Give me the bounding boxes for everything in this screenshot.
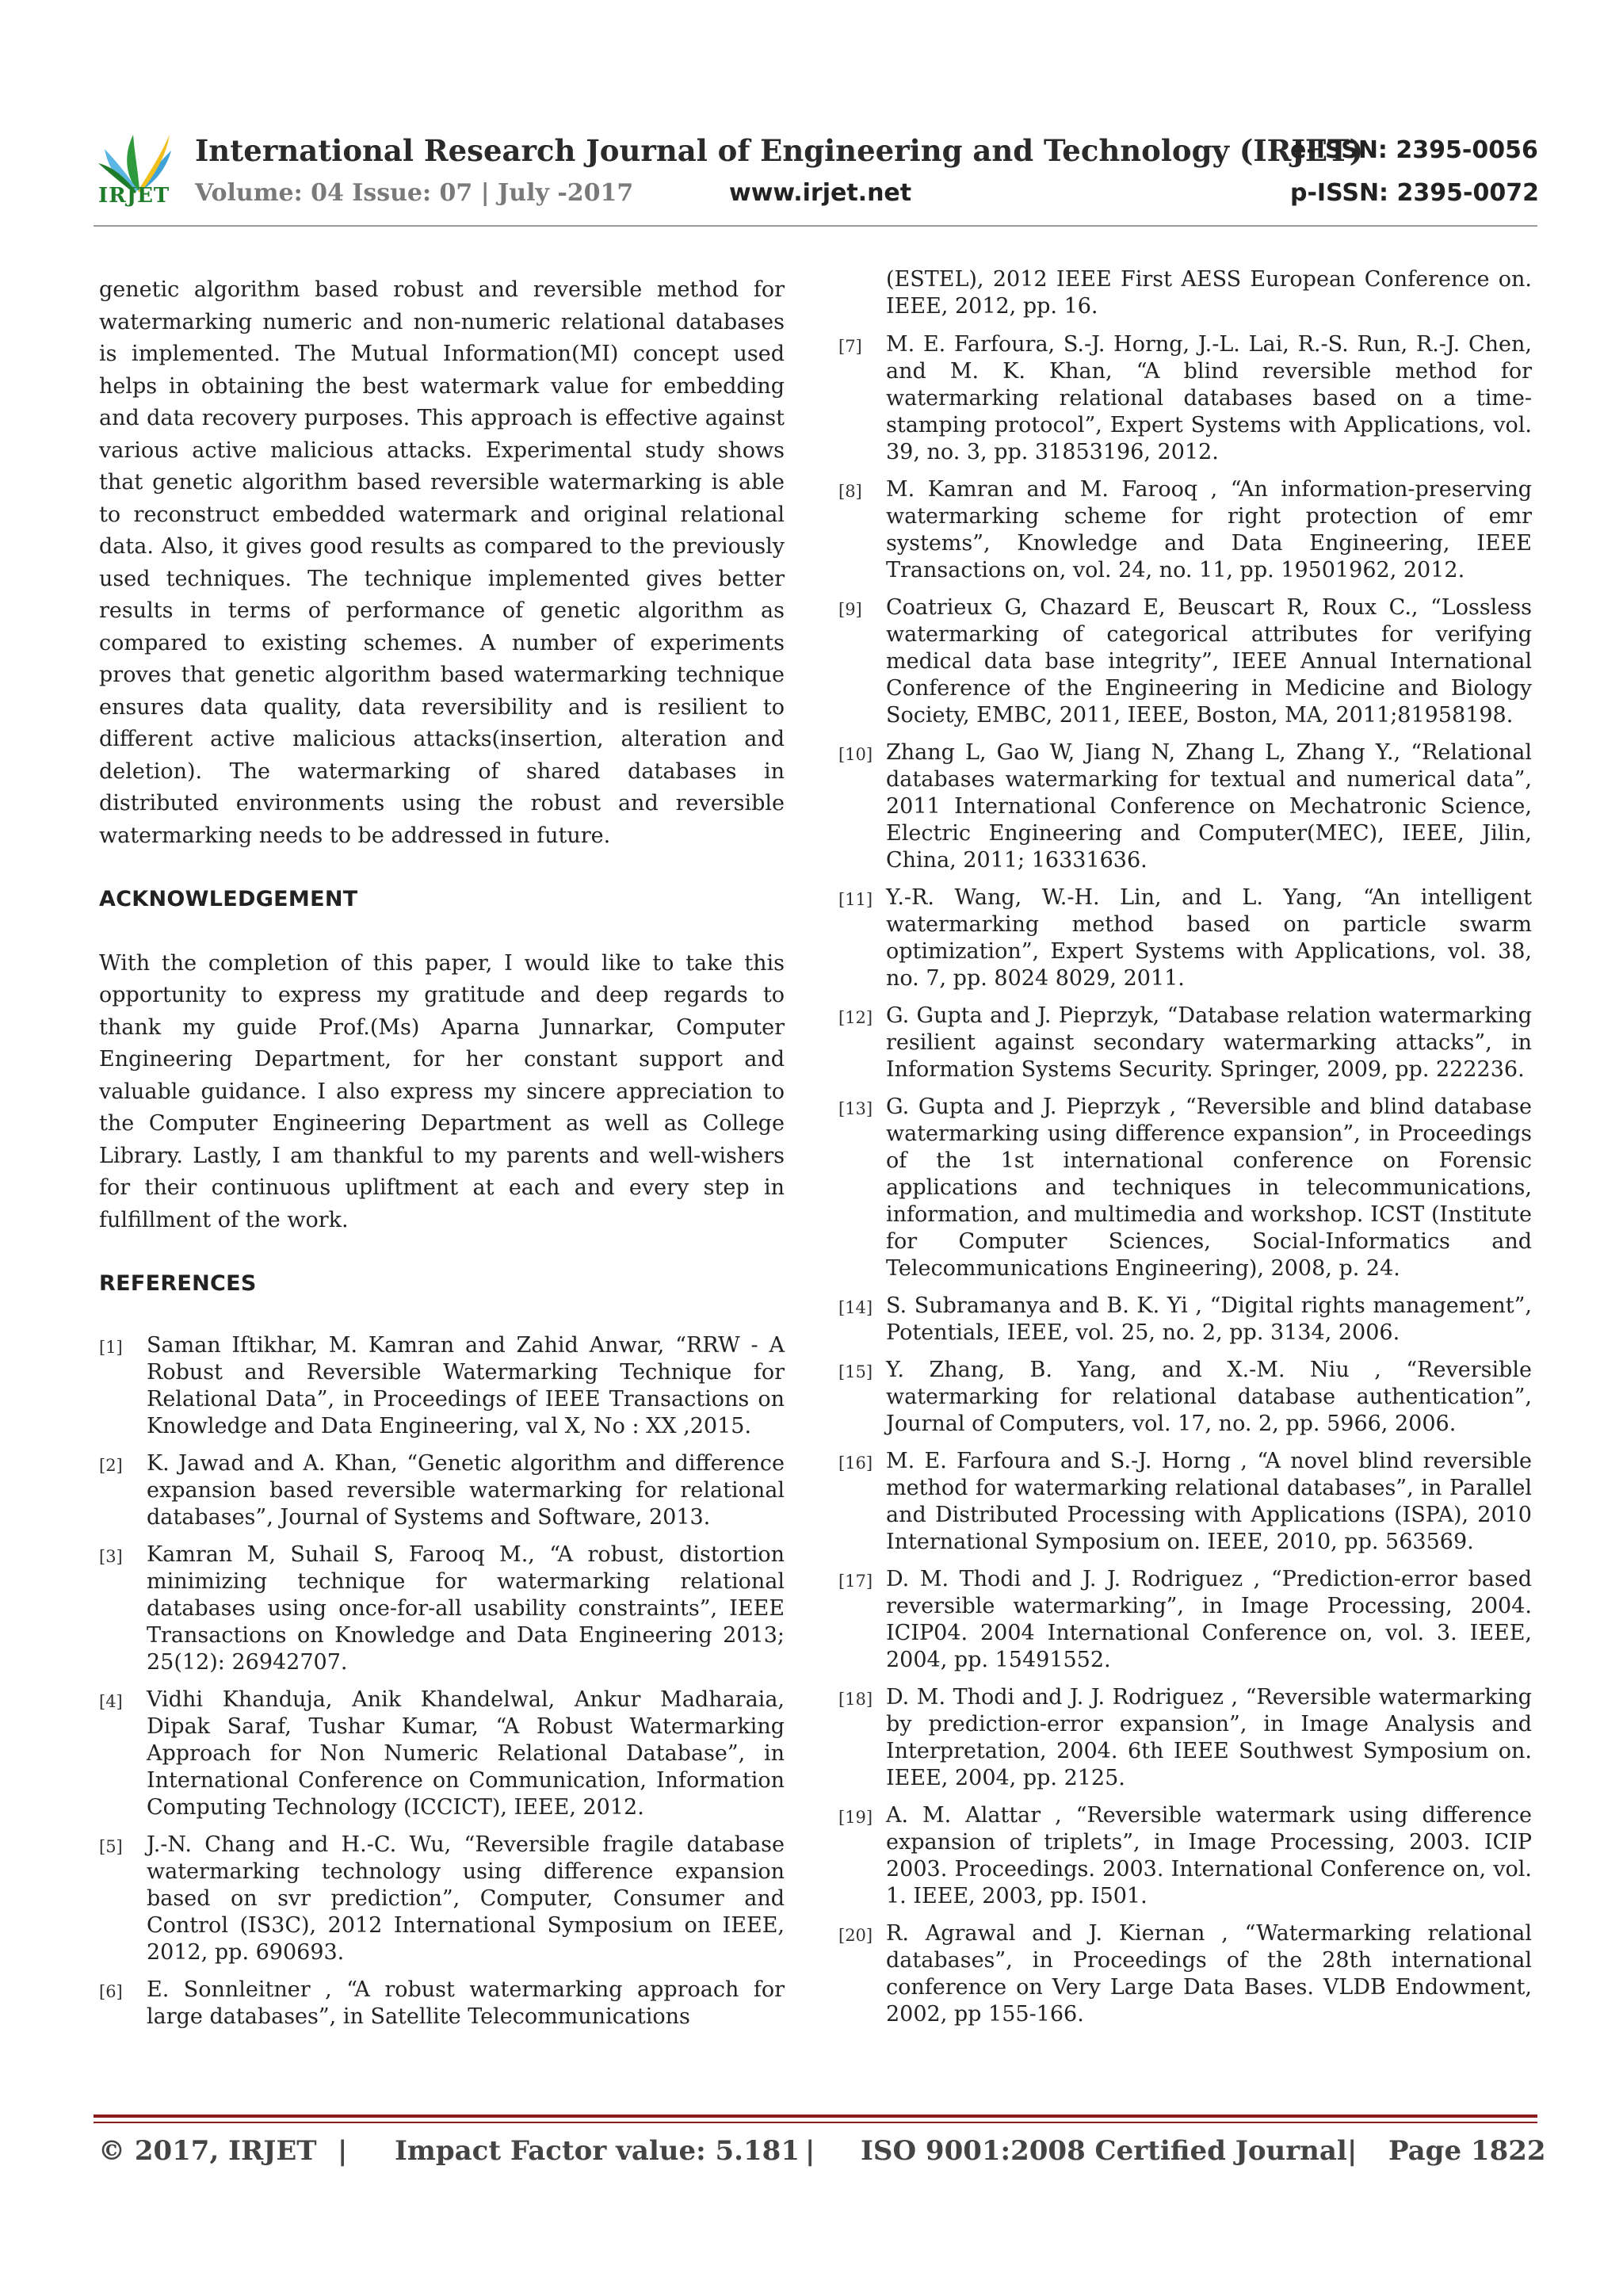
footer-impact-factor: Impact Factor value: 5.181: [395, 2135, 800, 2167]
reference-text: K. Jawad and A. Khan, “Genetic algorithm and difference expansion based reversible watermarking for relational databases”, Journal of Systems and Software, 2013.: [147, 1450, 785, 1530]
journal-title: International Research Journal of Engineering and Technology (IRJET): [195, 133, 1364, 168]
reference-text: E. Sonnleitner , “A robust watermarking approach for large databases”, in Satellite Telecommunications: [147, 1977, 785, 2029]
footer-separator: |: [1347, 2135, 1358, 2167]
reference-text: G. Gupta and J. Pieprzyk, “Database relation watermarking resilient against secondary watermarking attacks”, in Information Systems Security. Springer, 2009, pp. 222236.: [886, 1003, 1532, 1082]
reference-text: S. Subramanya and B. K. Yi , “Digital rights management”, Potentials, IEEE, vol. 25, no. 2, pp. 3134, 2006.: [886, 1293, 1532, 1345]
reference-number: [13]: [838, 1099, 873, 1118]
reference-item: [838, 1293, 1532, 1347]
reference-number: [6]: [99, 1981, 123, 2001]
reference-item: [99, 1832, 785, 1966]
reference-item: [99, 1332, 785, 1440]
reference-continuation: (ESTEL), 2012 IEEE First AESS European Conference on. IEEE, 2012, pp. 16.: [886, 267, 1532, 319]
footer-separator: |: [805, 2135, 815, 2167]
reference-number: [2]: [99, 1455, 123, 1475]
page-header: [0, 0, 1623, 238]
footer-copyright: © 2017, IRJET: [98, 2135, 317, 2167]
footer-separator: |: [338, 2135, 348, 2167]
reference-number: [7]: [838, 337, 862, 356]
reference-text: M. E. Farfoura and S.-J. Horng , “A novel blind reversible method for watermarking relational databases”, in Parallel and Distributed Processing with Applications (ISPA), 2010 International Symposium on. IEEE, 2010, pp. 563569.: [886, 1449, 1532, 1554]
reference-number: [17]: [838, 1572, 873, 1591]
reference-item: [838, 594, 1532, 729]
footer-iso: ISO 9001:2008 Certified Journal: [861, 2135, 1347, 2167]
reference-text: M. Kamran and M. Farooq , “An information-preserving watermarking scheme for right protection of emr systems”, Knowledge and Data Engineering, IEEE Transactions on, vol. 24, no. 11, pp. 19501962, 2012.: [886, 477, 1532, 583]
reference-item: [838, 1003, 1532, 1083]
reference-text: Y.-R. Wang, W.-H. Lin, and L. Yang, “An intelligent watermarking method based on particle swarm optimization”, Expert Systems with Applications, vol. 38, no. 7, pp. 8024 8029, 2011.: [886, 885, 1532, 991]
left-column: [99, 274, 785, 2041]
reference-text: M. E. Farfoura, S.-J. Horng, J.-L. Lai, R.-S. Run, R.-J. Chen, and M. K. Khan, “A blind reversible method for watermarking relational databases based on a time-stamping protocol”, Expert Systems with Applications, vol. 39, no. 3, pp. 31853196, 2012.: [886, 332, 1532, 464]
reference-number: [18]: [838, 1690, 873, 1709]
pissn: p-ISSN: 2395-0072: [1290, 179, 1539, 207]
reference-text: Coatrieux G, Chazard E, Beuscart R, Roux C., “Lossless watermarking of categorical attributes for verifying medical data base integrity”, IEEE Annual International Conference of the Engineering in Medicine and Biology Society, EMBC, 2011, IEEE, Boston, MA, 2011;81958198.: [886, 595, 1532, 728]
reference-item: [838, 331, 1532, 466]
reference-item: [838, 1448, 1532, 1556]
reference-text: G. Gupta and J. Pieprzyk , “Reversible and blind database watermarking using difference expansion”, in Proceedings of the 1st international conference on Forensic applications and techniques in telecommunications, information, and multimedia and workshop. ICST (Institute for Computer Sciences, Social-Informatics and Telecommunications Engineering), 2008, p. 24.: [886, 1095, 1532, 1281]
reference-text: J.-N. Chang and H.-C. Wu, “Reversible fragile database watermarking technology using difference expansion based on svr prediction”, Computer, Consumer and Control (IS3C), 2012 International Symposium on IEEE, 2012, pp. 690693.: [147, 1832, 785, 1965]
reference-number: [20]: [838, 1926, 873, 1945]
reference-item: [99, 1687, 785, 1821]
reference-number: [8]: [838, 482, 862, 501]
reference-item: [838, 1684, 1532, 1792]
reference-number: [9]: [838, 600, 862, 619]
logo-text: IRJET: [98, 184, 170, 208]
reference-text: Kamran M, Suhail S, Farooq M., “A robust, distortion minimizing technique for watermarking relational databases using once-for-all usability constraints”, IEEE Transactions on Knowledge and Data Engineering 2013; 25(12): 26942707.: [147, 1541, 785, 1675]
reference-text: D. M. Thodi and J. J. Rodriguez , “Prediction-error based reversible watermarking”, in Image Processing, 2004. ICIP04. 2004 International Conference on, vol. 3. IEEE, 2004, pp. 15491552.: [886, 1567, 1532, 1672]
footer-divider-thick: [94, 2115, 1537, 2118]
reference-number: [1]: [99, 1337, 123, 1357]
acknowledgement-heading: ACKNOWLEDGEMENT: [99, 887, 358, 911]
footer-page-number: Page 1822: [1388, 2135, 1546, 2167]
reference-number: [5]: [99, 1836, 123, 1856]
reference-item: [838, 1802, 1532, 1910]
reference-number: [11]: [838, 890, 873, 909]
reference-item: [99, 1541, 785, 1676]
references-heading: REFERENCES: [99, 1271, 257, 1296]
header-divider: [94, 225, 1537, 227]
journal-website-link[interactable]: www.irjet.net: [729, 179, 912, 207]
reference-item: [838, 739, 1532, 874]
reference-text: Y. Zhang, B. Yang, and X.-M. Niu , “Reversible watermarking for relational database authentication”, Journal of Computers, vol. 17, no. 2, pp. 5966, 2006.: [886, 1358, 1532, 1436]
reference-list-right: [838, 331, 1532, 2028]
reference-item: [838, 1566, 1532, 1674]
footer-divider-thin: [94, 2122, 1537, 2123]
eissn: e-ISSN: 2395-0056: [1290, 136, 1538, 164]
reference-item: [838, 476, 1532, 584]
reference-text: Saman Iftikhar, M. Kamran and Zahid Anwar, “RRW - A Robust and Reversible Watermarking Technique for Relational Data”, in Proceedings of IEEE Transactions on Knowledge and Data Engineering, val X, No : XX ,2015.: [147, 1332, 785, 1438]
volume-issue: Volume: 04 Issue: 07 | July -2017: [195, 179, 634, 207]
reference-text: Vidhi Khanduja, Anik Khandelwal, Ankur Madharaia, Dipak Saraf, Tushar Kumar, “A Robust Watermarking Approach for Non Numeric Relational Database”, in International Conference on Communication, Information Computing Technology (ICCICT), IEEE, 2012.: [147, 1687, 785, 1820]
reference-number: [3]: [99, 1546, 123, 1566]
right-column: [838, 266, 1532, 2038]
reference-number: [12]: [838, 1008, 873, 1027]
reference-text: A. M. Alattar , “Reversible watermark using difference expansion of triplets”, in Image Processing, 2003. ICIP 2003. Proceedings. 2003. International Conference on, vol. 1. IEEE, 2003, pp. I501.: [886, 1803, 1532, 1908]
page-footer: [94, 2135, 1546, 2175]
reference-text: R. Agrawal and J. Kiernan , “Watermarking relational databases”, in Proceedings of the 28th international conference on Very Large Data Bases. VLDB Endowment, 2002, pp 155-166.: [886, 1921, 1532, 2027]
reference-item: [838, 884, 1532, 992]
reference-item: [99, 1450, 785, 1531]
reference-item: [838, 1357, 1532, 1438]
acknowledgement-paragraph: With the completion of this paper, I would like to take this opportunity to express my gratitude and deep regards to thank my guide Prof.(Ms) Aparna Junnarkar, Computer Engineering Department, for her constant support and valuable guidance. I also express my sincere appreciation to the Computer Engineering Department as well as College Library. Lastly, I am thankful to my parents and well-wishers for their continuous upliftment at each and every step in fulfillment of the work.: [99, 950, 785, 1232]
reference-text: D. M. Thodi and J. J. Rodriguez , “Reversible watermarking by prediction-error expansion”, in Image Analysis and Interpretation, 2004. 6th IEEE Southwest Symposium on. IEEE, 2004, pp. 2125.: [886, 1685, 1532, 1790]
reference-number: [15]: [838, 1362, 873, 1381]
reference-item: [838, 1920, 1532, 2028]
reference-number: [10]: [838, 745, 873, 764]
reference-text: Zhang L, Gao W, Jiang N, Zhang L, Zhang Y., “Relational databases watermarking for textual and numerical data”, 2011 International Conference on Mechatronic Science, Electric Engineering and Computer(MEC), IEEE, Jilin, China, 2011; 16331636.: [886, 740, 1532, 873]
reference-number: [19]: [838, 1808, 873, 1827]
reference-number: [16]: [838, 1454, 873, 1473]
conclusion-paragraph: genetic algorithm based robust and reversible method for watermarking numeric and non-numeric relational databases is implemented. The Mutual Information(MI) concept used helps in obtaining the best watermark value for embedding and data recovery purposes. This approach is effective against various active malicious attacks. Experimental study shows that genetic algorithm based reversible watermarking is able to reconstruct embedded watermark and original relational data. Also, it gives good results as compared to the previously used techniques. The technique implemented gives better results in terms of performance of genetic algorithm as compared to existing schemes. A number of experiments proves that genetic algorithm based watermarking technique ensures data quality, data reversibility and is resilient to different active malicious attacks(insertion, alteration and deletion). The watermarking of shared databases in distributed environments using the robust and reversible watermarking needs to be addressed in future.: [99, 277, 785, 848]
reference-item: [99, 1977, 785, 2030]
reference-list-left: [99, 1332, 785, 2030]
reference-number: [14]: [838, 1298, 873, 1317]
reference-number: [4]: [99, 1691, 123, 1711]
reference-item: [838, 1094, 1532, 1282]
